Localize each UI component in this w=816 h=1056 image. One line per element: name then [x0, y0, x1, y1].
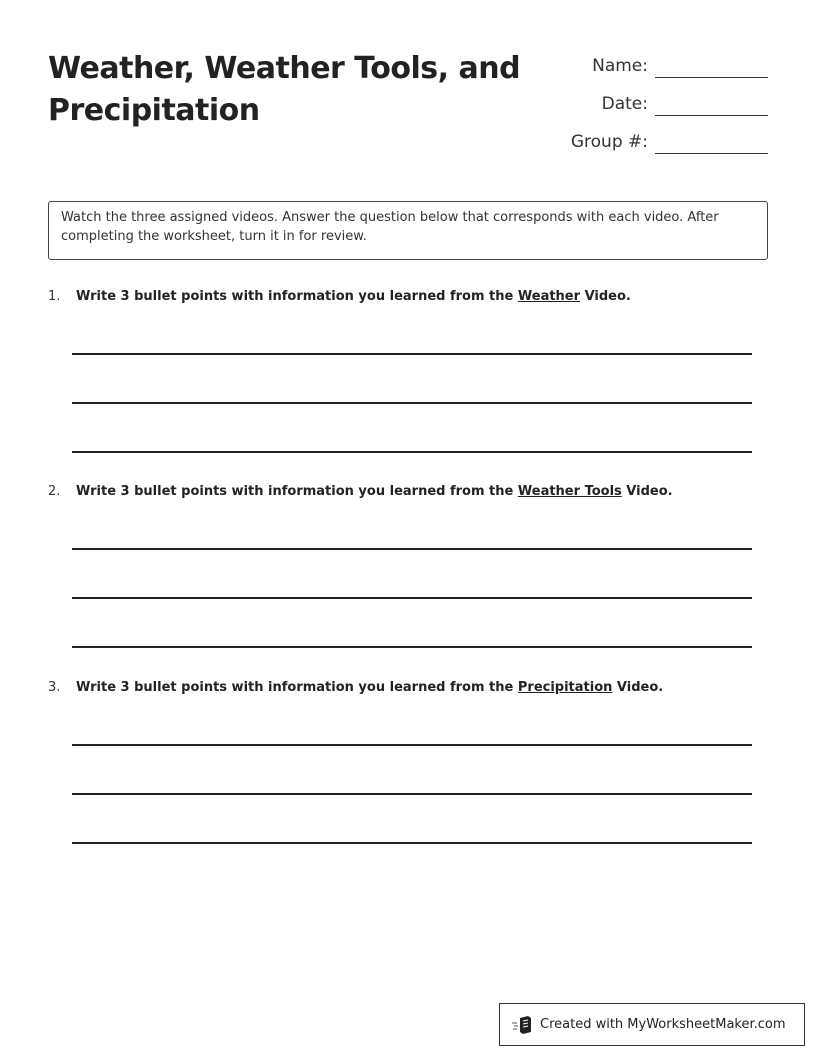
worksheet-title: Weather, Weather Tools, and Precipitation: [48, 51, 521, 128]
question-text: [76, 680, 663, 695]
answer-line[interactable]: [72, 597, 752, 599]
answer-line[interactable]: [72, 744, 752, 746]
question-suffix: Video.: [621, 484, 673, 499]
question-text: [76, 289, 631, 304]
question-prefix: Write 3 bullet points with information you learned from the: [76, 289, 518, 304]
question-topic: Weather Tools: [517, 484, 622, 499]
footer-credit: [499, 1003, 805, 1046]
question-suffix: Video.: [580, 289, 631, 304]
question-prefix: Write 3 bullet points with information you learned from the: [76, 484, 518, 499]
answer-line[interactable]: [72, 842, 752, 844]
question-prefix: Write 3 bullet points with information you learned from the: [76, 680, 518, 695]
question-text: [76, 484, 673, 499]
answer-line[interactable]: [72, 402, 752, 404]
group-label: Group #:: [570, 132, 648, 152]
question-number: 1.: [48, 289, 61, 304]
answer-line[interactable]: [72, 451, 752, 453]
question-number: 2.: [48, 484, 61, 499]
name-label: Name:: [592, 56, 648, 76]
name-blank[interactable]: [655, 77, 768, 78]
answer-line[interactable]: [72, 793, 752, 795]
answer-line[interactable]: [72, 646, 752, 648]
date-label: Date:: [601, 94, 648, 114]
question-topic: Precipitation: [517, 680, 613, 695]
worksheet-maker-logo-icon: [512, 1015, 534, 1035]
question-number: 3.: [48, 680, 61, 695]
group-field[interactable]: [540, 130, 768, 154]
question-topic: Weather: [517, 289, 581, 304]
footer-text: Created with MyWorksheetMaker.com: [540, 1017, 786, 1032]
answer-line[interactable]: [72, 548, 752, 550]
instructions-box: Watch the three assigned videos. Answer the question below that corresponds with each video. After completing the worksheet, turn it in for review.: [48, 201, 768, 260]
question-suffix: Video.: [612, 680, 664, 695]
date-field[interactable]: [540, 92, 768, 116]
group-blank[interactable]: [655, 153, 768, 154]
answer-line[interactable]: [72, 353, 752, 355]
name-field[interactable]: [540, 54, 768, 78]
date-blank[interactable]: [655, 115, 768, 116]
